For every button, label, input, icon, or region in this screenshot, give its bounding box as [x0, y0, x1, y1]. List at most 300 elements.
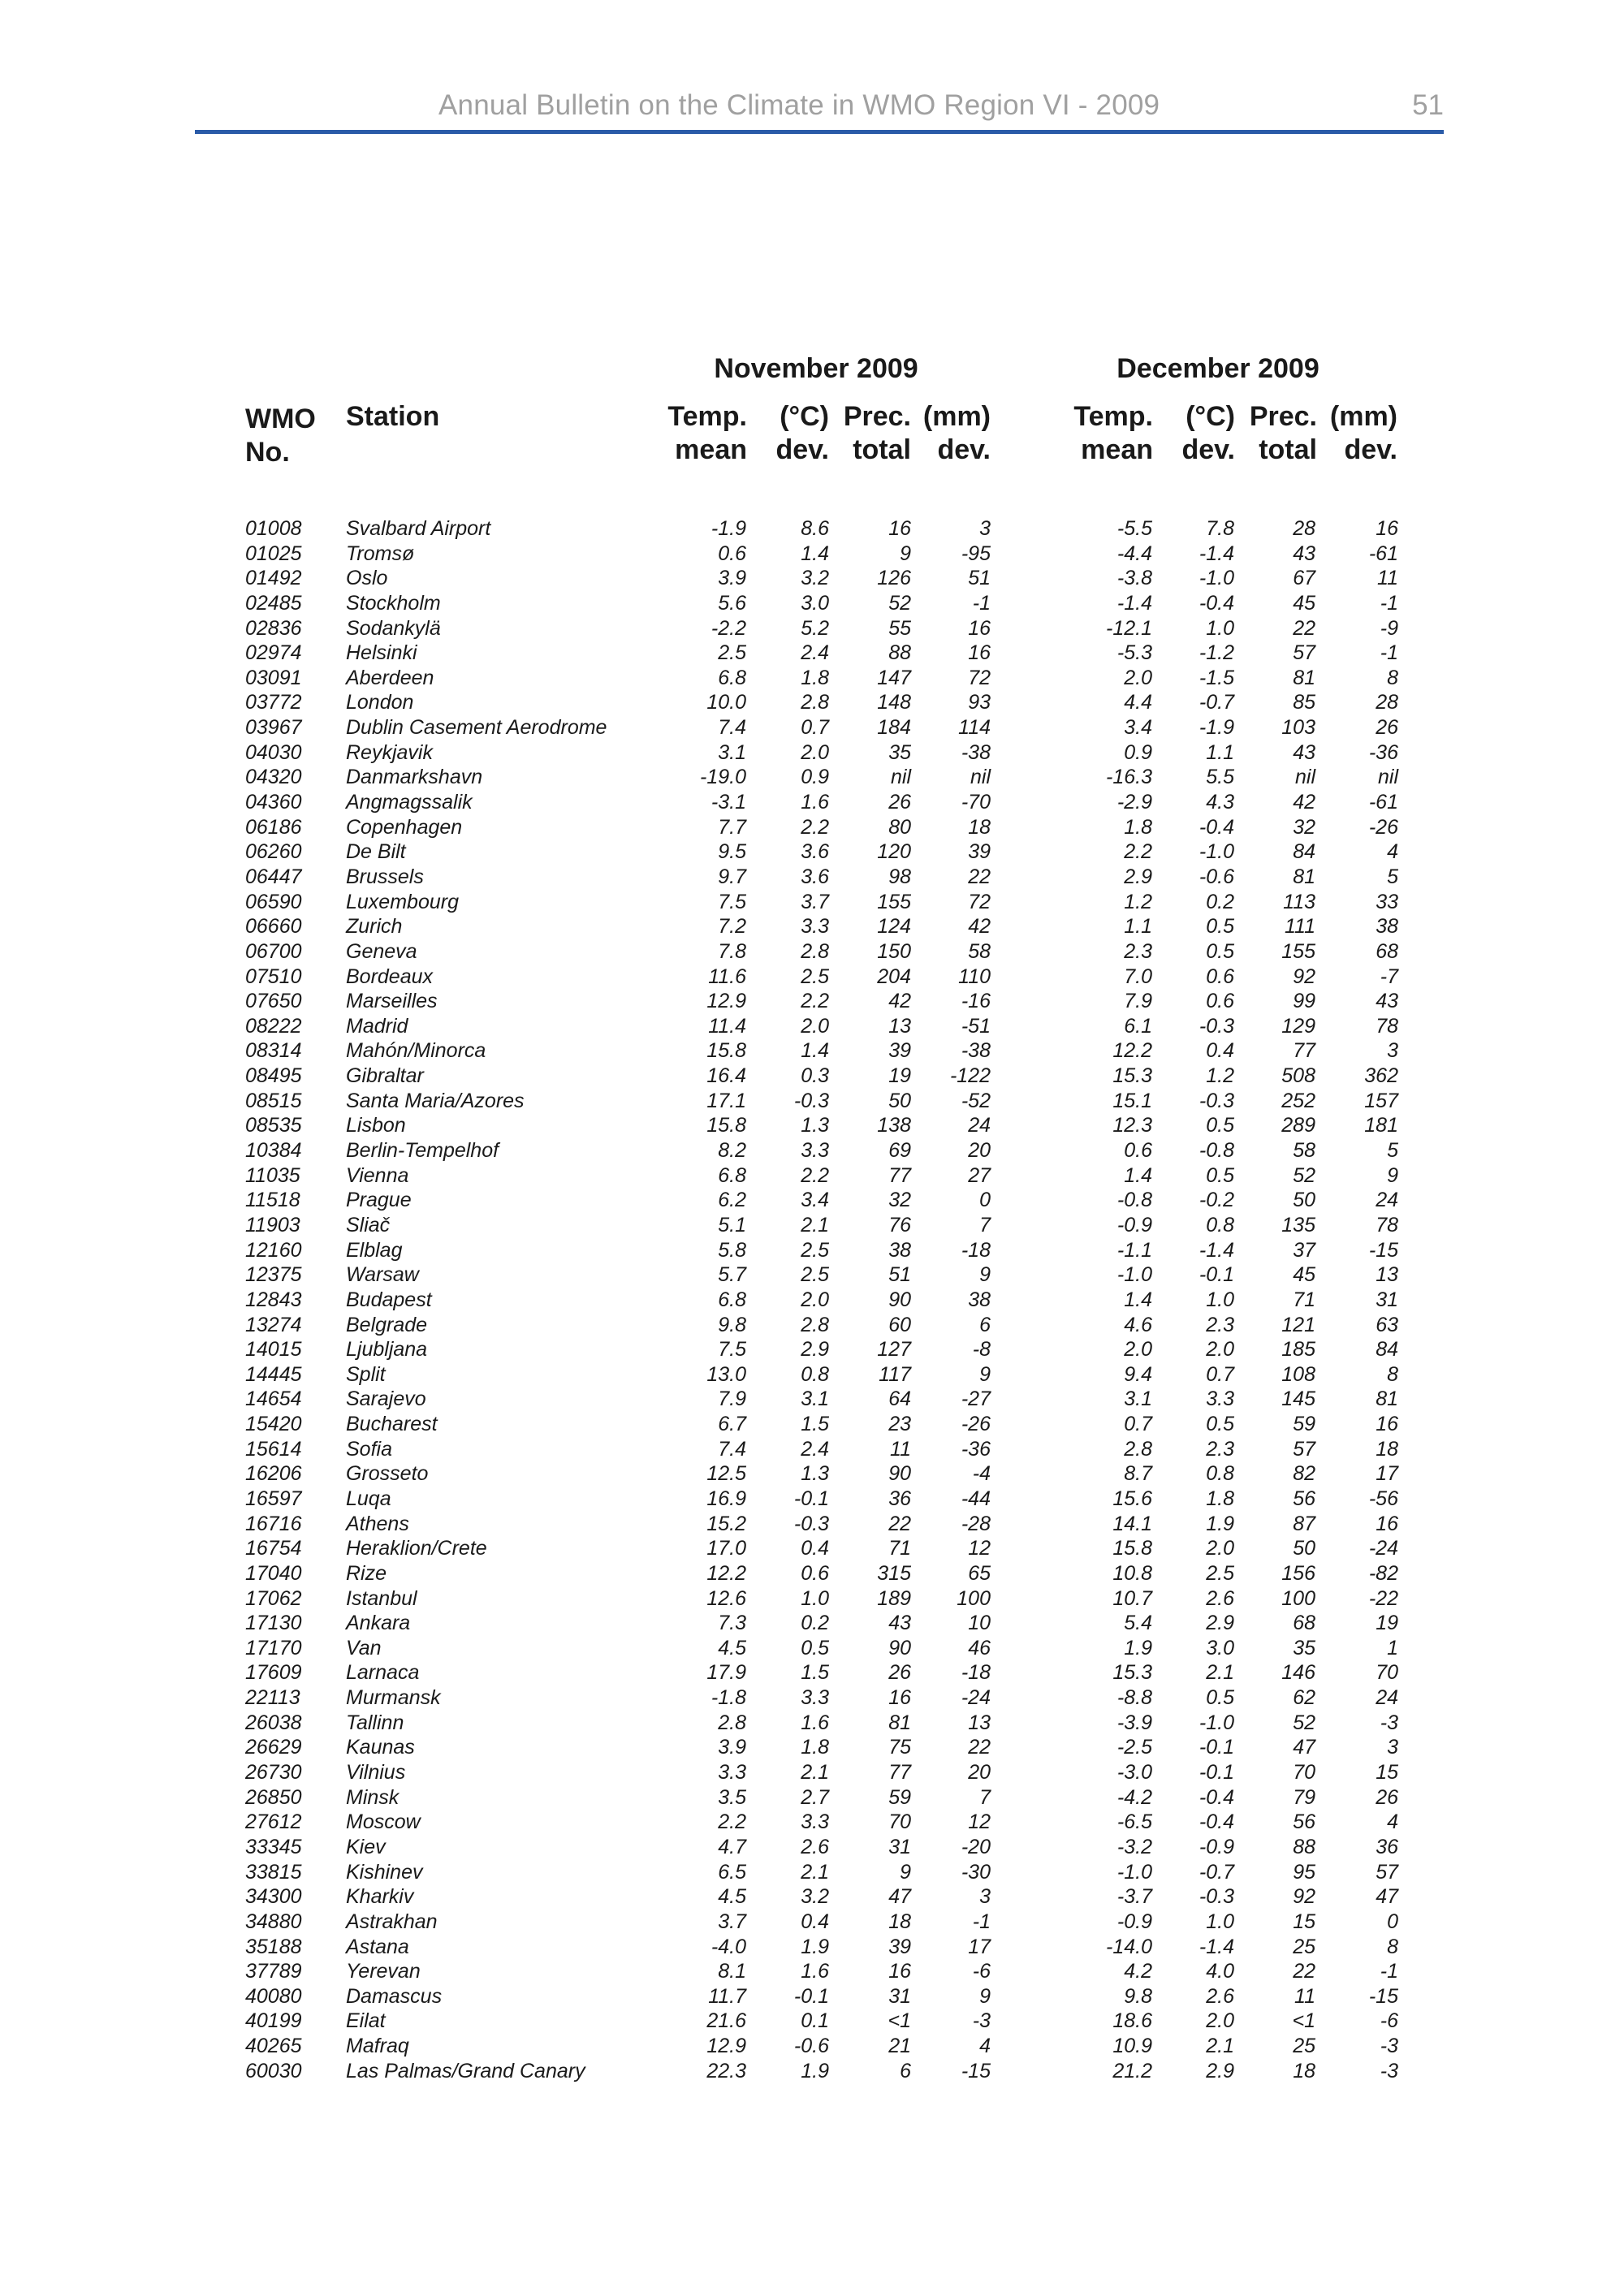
- wmo-number: 17170: [245, 1636, 302, 1659]
- dec-prec-total: 25: [1293, 2035, 1315, 2058]
- dec-prec-dev: -9: [1380, 616, 1398, 640]
- nov-temp-dev: 0.4: [801, 1910, 829, 1933]
- nov-prec-total: 13: [888, 1014, 911, 1038]
- nov-temp-dev: 1.4: [801, 1039, 829, 1063]
- wmo-number: 12843: [245, 1288, 302, 1311]
- dec-temp-mean: 1.8: [1124, 815, 1152, 839]
- nov-prec-total: 52: [888, 591, 911, 615]
- dec-prec-total: 28: [1293, 517, 1315, 540]
- nov-temp-mean: -4.0: [710, 1935, 746, 1958]
- nov-prec-dev: -1: [972, 591, 991, 615]
- nov-temp-mean: 6.5: [718, 1860, 746, 1884]
- dec-prec-total: 82: [1293, 1462, 1315, 1486]
- dec-prec-dev: 1: [1387, 1636, 1398, 1659]
- station-name: Kaunas: [346, 1736, 415, 1759]
- station-name: Budapest: [346, 1288, 432, 1311]
- dec-temp-mean: 8.7: [1124, 1462, 1152, 1486]
- dec-prec-dev: 68: [1376, 939, 1398, 963]
- nov-temp-dev: 3.0: [801, 591, 829, 615]
- dec-prec-total: 52: [1293, 1711, 1315, 1734]
- dec-prec-dev: 157: [1364, 1089, 1398, 1112]
- col-header-dec-prec: Prec.: [1249, 401, 1317, 432]
- dec-prec-total: 57: [1293, 641, 1315, 665]
- nov-temp-mean: 7.8: [718, 939, 746, 963]
- station-name: Vilnius: [346, 1761, 406, 1785]
- nov-prec-dev: 42: [968, 915, 991, 939]
- nov-prec-dev: -4: [972, 1462, 991, 1486]
- wmo-number: 26730: [245, 1761, 302, 1785]
- nov-temp-dev: 1.9: [801, 2059, 829, 2082]
- dec-temp-mean: 2.3: [1124, 939, 1152, 963]
- col-header-nov-prec: Prec.: [843, 401, 911, 432]
- nov-prec-dev: -26: [961, 1413, 991, 1436]
- nov-temp-mean: 17.9: [706, 1661, 746, 1685]
- wmo-number: 17040: [245, 1561, 302, 1585]
- nov-prec-total: 11: [890, 1437, 911, 1461]
- dec-temp-dev: -0.4: [1199, 591, 1234, 615]
- nov-temp-mean: 4.5: [718, 1885, 746, 1909]
- nov-prec-dev: 22: [968, 1736, 991, 1759]
- dec-temp-dev: -1.9: [1199, 716, 1234, 740]
- dec-temp-dev: -0.8: [1199, 1139, 1234, 1163]
- nov-temp-mean: 7.7: [718, 815, 746, 839]
- nov-temp-dev: 1.6: [801, 1711, 829, 1734]
- dec-temp-mean: 10.7: [1112, 1586, 1152, 1610]
- dec-temp-mean: 0.9: [1124, 740, 1152, 764]
- nov-temp-dev: 1.5: [801, 1413, 829, 1436]
- dec-temp-dev: 3.3: [1206, 1388, 1234, 1411]
- wmo-number: 08515: [245, 1089, 302, 1112]
- nov-prec-total: 90: [888, 1288, 911, 1311]
- station-name: Copenhagen: [346, 815, 463, 839]
- nov-temp-mean: 7.5: [718, 1338, 746, 1362]
- nov-temp-mean: 9.5: [718, 840, 746, 864]
- nov-prec-dev: 114: [958, 716, 991, 740]
- nov-temp-dev: 2.1: [801, 1213, 829, 1236]
- nov-temp-dev: 1.6: [801, 791, 829, 814]
- nov-prec-dev: 27: [968, 1163, 991, 1187]
- dec-temp-mean: -1.4: [1116, 591, 1152, 615]
- nov-prec-total: 184: [877, 716, 911, 740]
- nov-prec-dev: 6: [979, 1313, 991, 1336]
- dec-prec-dev: 26: [1376, 1785, 1398, 1809]
- dec-prec-total: 52: [1293, 1163, 1315, 1187]
- dec-prec-dev: -61: [1368, 542, 1398, 565]
- wmo-number: 40199: [245, 2009, 302, 2033]
- dec-prec-total: 99: [1293, 990, 1315, 1013]
- table-row: [0, 1711, 1624, 1736]
- station-name: Madrid: [346, 1014, 408, 1038]
- dec-temp-dev: 0.4: [1206, 1039, 1234, 1063]
- nov-temp-dev: 0.8: [801, 1362, 829, 1386]
- wmo-number: 14015: [245, 1338, 302, 1362]
- nov-temp-mean: 7.5: [718, 890, 746, 913]
- wmo-number: 14445: [245, 1362, 302, 1386]
- table-row: [0, 839, 1624, 865]
- dec-prec-total: 45: [1293, 591, 1315, 615]
- nov-temp-mean: -3.1: [710, 791, 746, 814]
- table-row: [0, 965, 1624, 990]
- dec-prec-dev: 13: [1376, 1263, 1398, 1287]
- wmo-number: 16716: [245, 1512, 302, 1535]
- station-name: Murmansk: [346, 1686, 441, 1710]
- nov-temp-dev: 0.7: [801, 716, 829, 740]
- dec-prec-total: 135: [1281, 1213, 1315, 1236]
- nov-temp-mean: 6.2: [718, 1189, 746, 1212]
- nov-temp-dev: 2.1: [801, 1860, 829, 1884]
- dec-prec-total: 68: [1293, 1612, 1315, 1635]
- dec-temp-mean: 14.1: [1112, 1512, 1152, 1535]
- dec-temp-dev: -0.7: [1199, 691, 1234, 714]
- dec-prec-total: 79: [1293, 1785, 1315, 1809]
- dec-temp-mean: 15.3: [1112, 1661, 1152, 1685]
- dec-prec-total: 108: [1281, 1362, 1315, 1386]
- station-name: Ljubljana: [346, 1338, 428, 1362]
- dec-prec-total: 103: [1281, 716, 1315, 740]
- station-name: Angmagssalik: [346, 791, 473, 814]
- nov-temp-dev: 1.8: [801, 666, 829, 689]
- table-row: [0, 1636, 1624, 1661]
- nov-temp-mean: 15.8: [706, 1114, 746, 1137]
- page-number: 51: [1412, 89, 1444, 121]
- nov-temp-dev: 3.4: [801, 1189, 829, 1212]
- dec-temp-dev: 2.0: [1206, 1338, 1234, 1362]
- dec-prec-dev: 4: [1387, 1810, 1398, 1834]
- station-name: Ankara: [346, 1612, 411, 1635]
- nov-prec-total: 51: [888, 1263, 911, 1287]
- dec-prec-dev: -22: [1368, 1586, 1398, 1610]
- dec-prec-dev: 16: [1376, 1413, 1398, 1436]
- nov-temp-mean: 7.2: [718, 915, 746, 939]
- station-name: Vienna: [346, 1163, 409, 1187]
- wmo-number: 02836: [245, 616, 302, 640]
- dec-temp-mean: 3.4: [1124, 716, 1152, 740]
- dec-temp-mean: 7.0: [1124, 965, 1152, 988]
- nov-temp-dev: 2.8: [801, 1313, 829, 1336]
- station-name: Dublin Casement Aerodrome: [346, 716, 607, 740]
- nov-prec-total: 23: [888, 1413, 911, 1436]
- nov-temp-dev: -0.6: [793, 2035, 829, 2058]
- nov-prec-total: 150: [877, 939, 911, 963]
- table-row: [0, 1262, 1624, 1288]
- nov-temp-dev: 1.6: [801, 1960, 829, 1983]
- dec-temp-dev: 1.0: [1206, 616, 1234, 640]
- dec-temp-dev: 1.0: [1206, 1288, 1234, 1311]
- dec-temp-mean: 2.0: [1124, 666, 1152, 689]
- nov-prec-total: 6: [900, 2059, 911, 2082]
- nov-temp-dev: 2.2: [801, 1163, 829, 1187]
- nov-prec-total: 26: [888, 1661, 911, 1685]
- dec-prec-dev: 5: [1387, 865, 1398, 888]
- dec-prec-total: 15: [1293, 1910, 1315, 1933]
- dec-temp-dev: 2.5: [1206, 1561, 1234, 1585]
- wmo-number: 27612: [245, 1810, 302, 1834]
- dec-temp-mean: 9.4: [1124, 1362, 1152, 1386]
- table-row: [0, 1910, 1624, 1935]
- table-row: [0, 1959, 1624, 1984]
- dec-prec-total: 111: [1284, 915, 1315, 939]
- table-row: [0, 1437, 1624, 1462]
- nov-prec-total: 77: [888, 1761, 911, 1785]
- nov-prec-dev: 12: [968, 1810, 991, 1834]
- table-row: [0, 1935, 1624, 1960]
- station-name: Marseilles: [346, 990, 438, 1013]
- wmo-number: 08535: [245, 1114, 302, 1137]
- station-name: Damascus: [346, 1984, 443, 2008]
- nov-prec-total: 36: [888, 1487, 911, 1510]
- dec-prec-total: 88: [1293, 1835, 1315, 1858]
- dec-prec-total: 95: [1293, 1860, 1315, 1884]
- dec-temp-mean: 9.8: [1124, 1984, 1152, 2008]
- dec-temp-mean: 2.8: [1124, 1437, 1152, 1461]
- dec-temp-dev: 2.3: [1206, 1313, 1234, 1336]
- nov-prec-total: 75: [888, 1736, 911, 1759]
- nov-temp-dev: 0.5: [801, 1636, 829, 1659]
- nov-prec-total: 90: [888, 1462, 911, 1486]
- dec-temp-mean: 4.6: [1124, 1313, 1152, 1336]
- station-name: Yerevan: [346, 1960, 421, 1983]
- wmo-number: 15614: [245, 1437, 302, 1461]
- nov-temp-mean: 9.8: [718, 1313, 746, 1336]
- dec-prec-dev: 57: [1376, 1860, 1398, 1884]
- dec-prec-dev: -82: [1368, 1561, 1398, 1585]
- nov-prec-total: 31: [888, 1835, 911, 1858]
- wmo-number: 60030: [245, 2059, 302, 2082]
- nov-temp-mean: 3.9: [718, 1736, 746, 1759]
- nov-temp-mean: 4.5: [718, 1636, 746, 1659]
- nov-prec-dev: -6: [972, 1960, 991, 1983]
- dec-prec-total: 56: [1293, 1810, 1315, 1834]
- station-name: Athens: [346, 1512, 409, 1535]
- nov-prec-dev: 13: [968, 1711, 991, 1734]
- dec-temp-mean: -3.8: [1116, 567, 1152, 590]
- nov-temp-mean: 11.7: [708, 1984, 746, 2008]
- dec-temp-dev: -0.1: [1199, 1263, 1234, 1287]
- station-name: Warsaw: [346, 1263, 419, 1287]
- dec-temp-dev: 2.0: [1206, 2009, 1234, 2033]
- station-name: Kharkiv: [346, 1885, 414, 1909]
- nov-temp-mean: 6.7: [718, 1413, 746, 1436]
- nov-temp-dev: -0.1: [793, 1487, 829, 1510]
- nov-prec-dev: 0: [979, 1189, 991, 1212]
- dec-prec-total: 57: [1293, 1437, 1315, 1461]
- table-row: [0, 516, 1624, 542]
- dec-prec-dev: -15: [1368, 1238, 1398, 1262]
- dec-prec-total: 77: [1293, 1039, 1315, 1063]
- nov-prec-total: 70: [888, 1810, 911, 1834]
- nov-prec-dev: 39: [968, 840, 991, 864]
- dec-prec-dev: 4: [1387, 840, 1398, 864]
- dec-prec-dev: 11: [1377, 567, 1398, 590]
- dec-temp-dev: 4.0: [1206, 1960, 1234, 1983]
- nov-prec-dev: 9: [979, 1984, 991, 2008]
- dec-prec-dev: 19: [1376, 1612, 1398, 1635]
- nov-temp-dev: -0.3: [793, 1512, 829, 1535]
- station-name: Oslo: [346, 567, 388, 590]
- col-header-station: Station: [346, 401, 440, 432]
- wmo-number: 01025: [245, 542, 302, 565]
- dec-temp-dev: 5.5: [1206, 766, 1234, 789]
- table-row: [0, 715, 1624, 740]
- dec-temp-mean: -1.0: [1116, 1263, 1152, 1287]
- nov-temp-dev: 1.3: [801, 1462, 829, 1486]
- nov-prec-total: 42: [888, 990, 911, 1013]
- wmo-number: 26629: [245, 1736, 302, 1759]
- dec-temp-dev: 0.8: [1206, 1213, 1234, 1236]
- table-row: [0, 542, 1624, 567]
- dec-prec-dev: -3: [1380, 2035, 1398, 2058]
- nov-temp-mean: 3.9: [718, 567, 746, 590]
- dec-temp-mean: -14.0: [1106, 1935, 1152, 1958]
- dec-temp-dev: -0.3: [1199, 1885, 1234, 1909]
- wmo-number: 12160: [245, 1238, 302, 1262]
- dec-temp-mean: -16.3: [1106, 766, 1152, 789]
- dec-temp-dev: -1.0: [1199, 840, 1234, 864]
- dec-prec-dev: 8: [1387, 666, 1398, 689]
- dec-temp-mean: -4.2: [1116, 1785, 1152, 1809]
- dec-temp-dev: 0.2: [1206, 890, 1234, 913]
- nov-temp-dev: 2.9: [801, 1338, 829, 1362]
- station-name: Minsk: [346, 1785, 400, 1809]
- wmo-number: 01492: [245, 567, 302, 590]
- nov-temp-dev: 3.1: [801, 1388, 829, 1411]
- dec-temp-dev: 2.9: [1206, 1612, 1234, 1635]
- dec-prec-dev: -36: [1368, 740, 1398, 764]
- table-row: [0, 566, 1624, 591]
- station-name: Zurich: [346, 915, 403, 939]
- nov-prec-dev: -24: [961, 1686, 991, 1710]
- dec-temp-dev: 2.6: [1206, 1984, 1234, 2008]
- dec-prec-total: 47: [1293, 1736, 1315, 1759]
- wmo-number: 33815: [245, 1860, 302, 1884]
- col-header-nov-mean: mean: [675, 434, 747, 465]
- table-row: [0, 790, 1624, 815]
- table-row: [0, 1064, 1624, 1089]
- wmo-number: 08495: [245, 1064, 302, 1088]
- nov-prec-total: 21: [888, 2035, 911, 2058]
- nov-temp-dev: 0.9: [801, 766, 829, 789]
- dec-prec-total: 62: [1293, 1686, 1315, 1710]
- nov-temp-mean: 2.5: [718, 641, 746, 665]
- dec-prec-dev: nil: [1377, 766, 1398, 789]
- nov-temp-mean: 6.8: [718, 1288, 746, 1311]
- dec-prec-dev: -6: [1380, 2009, 1398, 2033]
- nov-prec-dev: 16: [968, 641, 991, 665]
- dec-temp-dev: 1.2: [1206, 1064, 1234, 1088]
- nov-prec-total: 155: [877, 890, 911, 913]
- station-name: Gibraltar: [346, 1064, 424, 1088]
- dec-temp-mean: 6.1: [1124, 1014, 1152, 1038]
- nov-prec-dev: 72: [968, 666, 991, 689]
- nov-temp-dev: 1.3: [801, 1114, 829, 1137]
- nov-temp-mean: 7.4: [718, 1437, 746, 1461]
- table-row: [0, 765, 1624, 790]
- table-row: [0, 1138, 1624, 1163]
- nov-temp-dev: 5.2: [801, 616, 829, 640]
- table-row: [0, 1213, 1624, 1238]
- dec-temp-mean: -1.1: [1116, 1238, 1152, 1262]
- dec-prec-total: 92: [1293, 1885, 1315, 1909]
- nov-temp-dev: 1.9: [801, 1935, 829, 1958]
- dec-prec-dev: 26: [1376, 716, 1398, 740]
- table-row: [0, 690, 1624, 715]
- col-header-nov-dev2: dev.: [937, 434, 991, 465]
- dec-prec-total: 146: [1281, 1661, 1315, 1685]
- nov-prec-total: 39: [888, 1039, 911, 1063]
- dec-prec-dev: 81: [1376, 1388, 1398, 1411]
- nov-prec-total: 98: [888, 865, 911, 888]
- nov-temp-dev: 3.3: [801, 1810, 829, 1834]
- dec-prec-dev: 181: [1364, 1114, 1398, 1137]
- dec-prec-dev: 8: [1387, 1935, 1398, 1958]
- dec-temp-mean: -12.1: [1106, 616, 1152, 640]
- station-name: Luxembourg: [346, 890, 459, 913]
- dec-prec-dev: -61: [1368, 791, 1398, 814]
- dec-temp-mean: -5.5: [1116, 517, 1152, 540]
- table-row: [0, 666, 1624, 691]
- dec-temp-dev: -1.4: [1199, 542, 1234, 565]
- dec-temp-dev: 1.8: [1206, 1487, 1234, 1510]
- nov-prec-dev: 7: [979, 1785, 991, 1809]
- nov-temp-mean: 5.8: [718, 1238, 746, 1262]
- table-row: [0, 1660, 1624, 1685]
- dec-temp-dev: 0.5: [1206, 1686, 1234, 1710]
- station-name: Geneva: [346, 939, 417, 963]
- station-name: Moscow: [346, 1810, 421, 1834]
- dec-temp-mean: 15.6: [1112, 1487, 1152, 1510]
- nov-prec-total: 117: [879, 1362, 911, 1386]
- nov-prec-dev: 58: [968, 939, 991, 963]
- dec-prec-dev: 33: [1376, 890, 1398, 913]
- nov-temp-mean: 15.2: [706, 1512, 746, 1535]
- dec-prec-total: 67: [1293, 567, 1315, 590]
- nov-temp-mean: 6.8: [718, 666, 746, 689]
- nov-prec-dev: -18: [961, 1238, 991, 1262]
- nov-prec-total: 26: [888, 791, 911, 814]
- dec-temp-dev: -0.3: [1199, 1014, 1234, 1038]
- dec-prec-total: 113: [1283, 890, 1315, 913]
- dec-temp-mean: 15.1: [1112, 1089, 1152, 1112]
- station-name: De Bilt: [346, 840, 406, 864]
- dec-prec-total: 70: [1293, 1761, 1315, 1785]
- wmo-number: 10384: [245, 1139, 302, 1163]
- dec-temp-mean: -2.5: [1116, 1736, 1152, 1759]
- nov-prec-total: 80: [888, 815, 911, 839]
- table-row: [0, 1512, 1624, 1537]
- nov-temp-mean: 9.7: [718, 865, 746, 888]
- nov-temp-mean: 12.9: [706, 2035, 746, 2058]
- dec-prec-dev: 78: [1376, 1014, 1398, 1038]
- dec-temp-dev: -1.0: [1199, 1711, 1234, 1734]
- station-name: Astrakhan: [346, 1910, 438, 1933]
- dec-temp-dev: 4.3: [1206, 791, 1234, 814]
- wmo-number: 06186: [245, 815, 302, 839]
- dec-prec-dev: 31: [1376, 1288, 1398, 1311]
- nov-temp-dev: 2.5: [801, 1238, 829, 1262]
- nov-temp-dev: 2.4: [801, 641, 829, 665]
- nov-prec-dev: 20: [968, 1761, 991, 1785]
- dec-temp-mean: 4.2: [1124, 1960, 1152, 1983]
- nov-temp-mean: 7.9: [718, 1388, 746, 1411]
- wmo-number: 34880: [245, 1910, 302, 1933]
- nov-prec-dev: 46: [968, 1636, 991, 1659]
- dec-temp-dev: 2.3: [1206, 1437, 1234, 1461]
- nov-temp-mean: 10.0: [706, 691, 746, 714]
- dec-prec-dev: -15: [1368, 1984, 1398, 2008]
- dec-temp-mean: 1.2: [1124, 890, 1152, 913]
- nov-temp-dev: 3.6: [801, 840, 829, 864]
- station-name: Helsinki: [346, 641, 417, 665]
